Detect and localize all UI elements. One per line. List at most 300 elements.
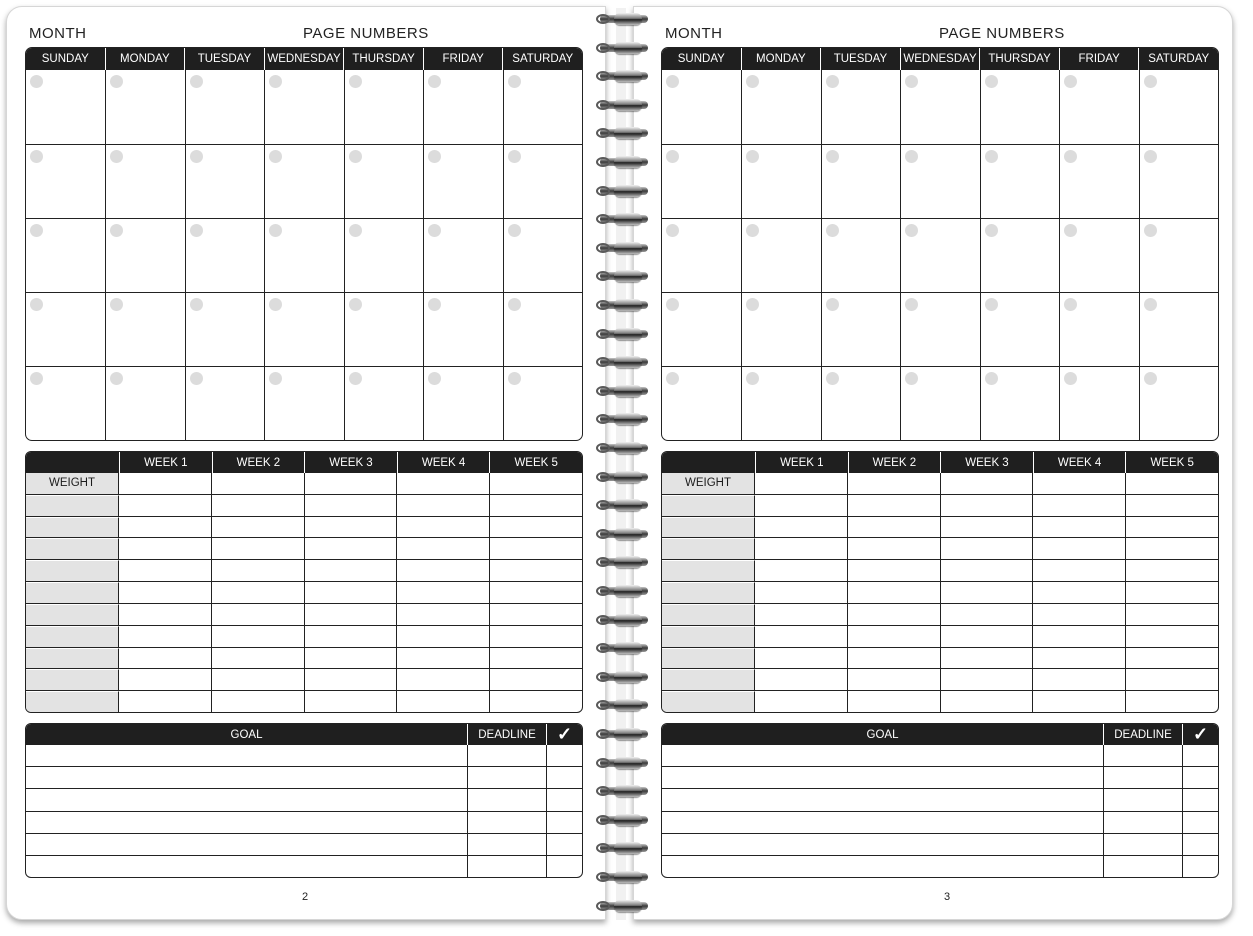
weight-table-row (662, 516, 1218, 538)
weight-row-label (662, 648, 755, 669)
week-1-header: WEEK 1 (119, 452, 212, 473)
weight-table-row (662, 625, 1218, 647)
date-dot-icon (508, 372, 521, 385)
weight-entry-cell (211, 669, 304, 690)
spiral-coil-icon (596, 384, 652, 399)
calendar-day-cell (264, 70, 343, 144)
spiral-coil-icon (596, 98, 652, 113)
date-dot-icon (269, 298, 282, 311)
spiral-coil-icon (596, 12, 652, 27)
weight-entry-cell (396, 648, 489, 669)
weight-entry-cell (211, 473, 304, 494)
calendar-day-cell (423, 144, 502, 218)
calendar-day-cell (185, 144, 264, 218)
deadline-entry-cell (1103, 767, 1182, 788)
calendar-day-cell (741, 218, 820, 292)
spiral-coil-icon (596, 126, 652, 141)
weight-entry-cell (847, 473, 940, 494)
calendar-day-cell (185, 366, 264, 440)
spiral-coil-icon (596, 756, 652, 771)
goal-row (26, 745, 582, 766)
calendar-day-cell (741, 144, 820, 218)
weight-entry-cell (1125, 648, 1218, 669)
weight-entry-cell (847, 626, 940, 647)
date-dot-icon (190, 372, 203, 385)
calendar-day-cell (980, 292, 1059, 366)
deadline-entry-cell (1103, 789, 1182, 810)
weight-entry-cell (489, 648, 582, 669)
date-dot-icon (985, 298, 998, 311)
spiral-coil-icon (596, 41, 652, 56)
date-dot-icon (1064, 372, 1077, 385)
weight-row-label (26, 495, 119, 516)
date-dot-icon (349, 150, 362, 163)
weight-table-row (26, 625, 582, 647)
calendar-day-cell (185, 292, 264, 366)
weight-table-row (662, 647, 1218, 669)
check-entry-cell (1182, 812, 1218, 833)
calendar-day-cell (344, 70, 423, 144)
goal-entry-cell (26, 812, 467, 833)
spiral-binding (594, 8, 660, 920)
page-numbers-label: PAGE NUMBERS (303, 25, 429, 42)
date-dot-icon (110, 75, 123, 88)
week-3-header: WEEK 3 (304, 452, 397, 473)
weight-row-label (26, 582, 119, 603)
weight-entry-cell (304, 495, 397, 516)
spiral-coil-icon (596, 327, 652, 342)
weight-entry-cell (119, 582, 211, 603)
weight-table-row (26, 668, 582, 690)
calendar-day-cell (344, 218, 423, 292)
weight-row-label (26, 626, 119, 647)
calendar-day-cell (264, 144, 343, 218)
day-header-tuesday: TUESDAY (184, 48, 264, 70)
weight-entry-cell (396, 560, 489, 581)
date-dot-icon (666, 75, 679, 88)
goals-table-header (662, 724, 1218, 745)
deadline-entry-cell (467, 745, 546, 766)
calendar-day-cell (821, 218, 900, 292)
weight-table-row (662, 668, 1218, 690)
deadline-entry-cell (467, 767, 546, 788)
goal-row (662, 811, 1218, 833)
spiral-coil-icon (596, 355, 652, 370)
weight-row-label (662, 538, 755, 559)
date-dot-icon (985, 224, 998, 237)
calendar-day-cell (1059, 292, 1138, 366)
weight-table-row (662, 473, 1218, 494)
check-entry-cell (546, 834, 582, 855)
weight-entry-cell (1125, 582, 1218, 603)
goal-entry-cell (26, 767, 467, 788)
weight-table-row (26, 603, 582, 625)
calendar-day-cell (1139, 218, 1218, 292)
calendar-header (662, 48, 1218, 70)
deadline-header: DEADLINE (467, 724, 546, 745)
date-dot-icon (508, 298, 521, 311)
spiral-coil-icon (596, 670, 652, 685)
weight-table-row (662, 559, 1218, 581)
weight-entry-cell (940, 626, 1033, 647)
weight-entry-cell (940, 538, 1033, 559)
calendar-day-cell (821, 292, 900, 366)
day-header-saturday: SATURDAY (1138, 48, 1218, 70)
spiral-coil-icon (596, 441, 652, 456)
weight-table-row (26, 473, 582, 494)
weight-tracker-table (661, 451, 1219, 713)
date-dot-icon (30, 372, 43, 385)
weight-entry-cell (396, 626, 489, 647)
calendar-day-cell (900, 366, 979, 440)
calendar-day-cell (1059, 218, 1138, 292)
weight-entry-cell (396, 691, 489, 712)
weight-entry-cell (755, 473, 847, 494)
spiral-coil-icon (596, 870, 652, 885)
calendar-day-cell (900, 70, 979, 144)
calendar-day-cell (900, 218, 979, 292)
weight-entry-cell (1125, 495, 1218, 516)
date-dot-icon (190, 224, 203, 237)
goal-entry-cell (662, 745, 1103, 766)
weight-table-header (662, 452, 1218, 473)
check-entry-cell (1182, 834, 1218, 855)
weight-entry-cell (489, 560, 582, 581)
weight-entry-cell (940, 473, 1033, 494)
weight-entry-cell (304, 560, 397, 581)
date-dot-icon (428, 150, 441, 163)
weight-row-label (26, 691, 119, 712)
weight-entry-cell (1032, 473, 1125, 494)
goal-row (662, 833, 1218, 855)
weight-entry-cell (940, 669, 1033, 690)
date-dot-icon (269, 150, 282, 163)
weight-entry-cell (940, 604, 1033, 625)
check-entry-cell (1182, 745, 1218, 766)
spiral-coil-icon (596, 613, 652, 628)
check-entry-cell (1182, 856, 1218, 877)
date-dot-icon (1064, 224, 1077, 237)
weight-entry-cell (489, 669, 582, 690)
deadline-entry-cell (1103, 856, 1182, 877)
calendar-day-cell (662, 144, 741, 218)
weight-entry-cell (489, 517, 582, 538)
weight-entry-cell (489, 473, 582, 494)
weight-entry-cell (1032, 495, 1125, 516)
weight-entry-cell (847, 669, 940, 690)
date-dot-icon (349, 224, 362, 237)
week-5-header: WEEK 5 (489, 452, 582, 473)
weight-entry-cell (755, 517, 847, 538)
goals-table-body (662, 745, 1218, 877)
calendar-day-cell (980, 144, 1059, 218)
weight-entry-cell (211, 626, 304, 647)
weight-entry-cell (396, 473, 489, 494)
weight-entry-cell (211, 648, 304, 669)
calendar-day-cell (1139, 144, 1218, 218)
goal-row (26, 811, 582, 833)
weight-entry-cell (847, 560, 940, 581)
day-header-friday: FRIDAY (1059, 48, 1139, 70)
goals-table-body (26, 745, 582, 877)
weight-row-label: WEIGHT (26, 473, 119, 494)
weight-entry-cell (304, 691, 397, 712)
weight-entry-cell (396, 495, 489, 516)
week-2-header: WEEK 2 (212, 452, 305, 473)
date-dot-icon (349, 372, 362, 385)
weight-entry-cell (119, 517, 211, 538)
calendar-day-cell (662, 366, 741, 440)
weight-row-label (662, 582, 755, 603)
date-dot-icon (1064, 150, 1077, 163)
weight-row-label: WEIGHT (662, 473, 755, 494)
calendar-day-cell (662, 218, 741, 292)
calendar-day-cell (264, 218, 343, 292)
goal-header: GOAL (230, 728, 263, 741)
weight-entry-cell (1032, 582, 1125, 603)
weight-entry-cell (940, 560, 1033, 581)
date-dot-icon (1144, 150, 1157, 163)
date-dot-icon (110, 150, 123, 163)
weight-entry-cell (940, 582, 1033, 603)
calendar-day-cell (980, 366, 1059, 440)
goal-row (26, 833, 582, 855)
spiral-coil-icon (596, 155, 652, 170)
deadline-header: DEADLINE (1103, 724, 1182, 745)
weight-entry-cell (119, 560, 211, 581)
weight-entry-cell (1125, 560, 1218, 581)
weight-row-label (26, 517, 119, 538)
date-dot-icon (428, 298, 441, 311)
weight-entry-cell (489, 582, 582, 603)
weight-entry-cell (1032, 669, 1125, 690)
weight-entry-cell (1032, 560, 1125, 581)
date-dot-icon (746, 372, 759, 385)
calendar-day-cell (503, 70, 582, 144)
weight-entry-cell (211, 582, 304, 603)
date-dot-icon (905, 75, 918, 88)
calendar-day-cell (821, 144, 900, 218)
spiral-coil-icon (596, 641, 652, 656)
weight-entry-cell (1032, 691, 1125, 712)
weight-entry-cell (755, 495, 847, 516)
deadline-entry-cell (467, 789, 546, 810)
weight-entry-cell (755, 648, 847, 669)
deadline-entry-cell (467, 856, 546, 877)
weight-entry-cell (119, 473, 211, 494)
calendar-day-cell (26, 70, 105, 144)
weight-table-header (26, 452, 582, 473)
page-number: 2 (302, 891, 309, 903)
weight-entry-cell (211, 517, 304, 538)
weight-entry-cell (1125, 538, 1218, 559)
calendar-day-cell (900, 292, 979, 366)
day-header-saturday: SATURDAY (502, 48, 582, 70)
check-entry-cell (1182, 767, 1218, 788)
weight-table-row (662, 690, 1218, 712)
calendar-day-cell (185, 70, 264, 144)
calendar-day-cell (423, 366, 502, 440)
weight-row-label (26, 648, 119, 669)
date-dot-icon (666, 372, 679, 385)
date-dot-icon (1064, 75, 1077, 88)
date-dot-icon (1144, 298, 1157, 311)
goal-entry-cell (26, 856, 467, 877)
spiral-coil-icon (596, 698, 652, 713)
weight-row-label (26, 538, 119, 559)
weight-entry-cell (1125, 691, 1218, 712)
calendar-day-cell (662, 292, 741, 366)
week-3-header: WEEK 3 (940, 452, 1033, 473)
weight-entry-cell (755, 538, 847, 559)
weight-entry-cell (489, 604, 582, 625)
weight-entry-cell (119, 648, 211, 669)
weight-entry-cell (755, 669, 847, 690)
date-dot-icon (110, 224, 123, 237)
weight-row-label (662, 691, 755, 712)
day-header-tuesday: TUESDAY (820, 48, 900, 70)
date-dot-icon (905, 298, 918, 311)
goal-row (26, 766, 582, 788)
binding-spine (616, 8, 626, 920)
weight-entry-cell (304, 473, 397, 494)
date-dot-icon (666, 150, 679, 163)
date-dot-icon (508, 224, 521, 237)
month-label: MONTH (665, 25, 723, 42)
weight-row-label (662, 669, 755, 690)
day-header-sunday: SUNDAY (41, 53, 89, 65)
goal-entry-cell (662, 834, 1103, 855)
day-header-monday: MONDAY (741, 48, 821, 70)
calendar-day-cell (105, 218, 184, 292)
calendar-day-cell (105, 292, 184, 366)
spiral-coil-icon (596, 584, 652, 599)
weight-entry-cell (119, 691, 211, 712)
spiral-coil-icon (596, 298, 652, 313)
goal-entry-cell (662, 767, 1103, 788)
spiral-coil-icon (596, 412, 652, 427)
spiral-coil-icon (596, 470, 652, 485)
weight-entry-cell (211, 691, 304, 712)
goals-table (25, 723, 583, 878)
spiral-coil-icon (596, 527, 652, 542)
weight-entry-cell (847, 691, 940, 712)
date-dot-icon (826, 298, 839, 311)
calendar-day-cell (344, 292, 423, 366)
calendar-day-cell (423, 70, 502, 144)
deadline-entry-cell (1103, 834, 1182, 855)
date-dot-icon (746, 224, 759, 237)
weight-entry-cell (119, 495, 211, 516)
weight-entry-cell (755, 560, 847, 581)
weight-entry-cell (847, 604, 940, 625)
weight-entry-cell (489, 495, 582, 516)
weight-entry-cell (211, 604, 304, 625)
goal-header: GOAL (866, 728, 899, 741)
goal-entry-cell (662, 789, 1103, 810)
spiral-coil-icon (596, 269, 652, 284)
weight-entry-cell (396, 582, 489, 603)
date-dot-icon (428, 372, 441, 385)
weight-entry-cell (755, 582, 847, 603)
calendar-grid (26, 70, 582, 440)
weight-entry-cell (119, 626, 211, 647)
page-numbers-label: PAGE NUMBERS (939, 25, 1065, 42)
goal-row (662, 788, 1218, 810)
weight-table-row (26, 690, 582, 712)
goal-entry-cell (26, 745, 467, 766)
calendar-day-cell (26, 292, 105, 366)
date-dot-icon (30, 224, 43, 237)
goal-row (26, 855, 582, 877)
week-4-header: WEEK 4 (1033, 452, 1126, 473)
weight-entry-cell (396, 604, 489, 625)
weight-entry-cell (396, 517, 489, 538)
calendar-day-cell (264, 366, 343, 440)
week-4-header: WEEK 4 (397, 452, 490, 473)
weight-entry-cell (847, 495, 940, 516)
date-dot-icon (190, 298, 203, 311)
date-dot-icon (746, 150, 759, 163)
weight-entry-cell (1125, 517, 1218, 538)
calendar-day-cell (503, 292, 582, 366)
weight-entry-cell (304, 669, 397, 690)
week-1-header: WEEK 1 (755, 452, 848, 473)
date-dot-icon (30, 298, 43, 311)
calendar-day-cell (662, 70, 741, 144)
weight-row-label (662, 495, 755, 516)
calendar-day-cell (821, 70, 900, 144)
weight-table-body (26, 473, 582, 712)
weight-header-corner (26, 452, 119, 473)
right-page (633, 6, 1233, 920)
goal-entry-cell (26, 789, 467, 810)
date-dot-icon (826, 372, 839, 385)
week-5-header: WEEK 5 (1125, 452, 1218, 473)
goal-entry-cell (662, 856, 1103, 877)
spiral-coil-icon (596, 813, 652, 828)
checkmark-icon: ✓ (546, 724, 582, 745)
right-page-content (661, 7, 1219, 919)
weight-row-label (662, 604, 755, 625)
goals-table-header (26, 724, 582, 745)
weight-entry-cell (119, 669, 211, 690)
weight-entry-cell (940, 648, 1033, 669)
spiral-coil-icon (596, 212, 652, 227)
date-dot-icon (30, 75, 43, 88)
weight-table-row (662, 603, 1218, 625)
weight-entry-cell (940, 495, 1033, 516)
deadline-entry-cell (467, 834, 546, 855)
weight-entry-cell (847, 517, 940, 538)
calendar-day-cell (900, 144, 979, 218)
calendar-day-cell (26, 218, 105, 292)
weight-entry-cell (304, 648, 397, 669)
date-dot-icon (269, 372, 282, 385)
weight-entry-cell (1032, 648, 1125, 669)
date-dot-icon (666, 224, 679, 237)
date-dot-icon (905, 372, 918, 385)
date-dot-icon (1144, 372, 1157, 385)
check-entry-cell (546, 767, 582, 788)
weight-table-row (662, 537, 1218, 559)
weight-entry-cell (211, 560, 304, 581)
weight-table-row (26, 581, 582, 603)
calendar-day-cell (1059, 366, 1138, 440)
spiral-coil-icon (596, 498, 652, 513)
weight-table-row (26, 647, 582, 669)
weight-entry-cell (1032, 626, 1125, 647)
